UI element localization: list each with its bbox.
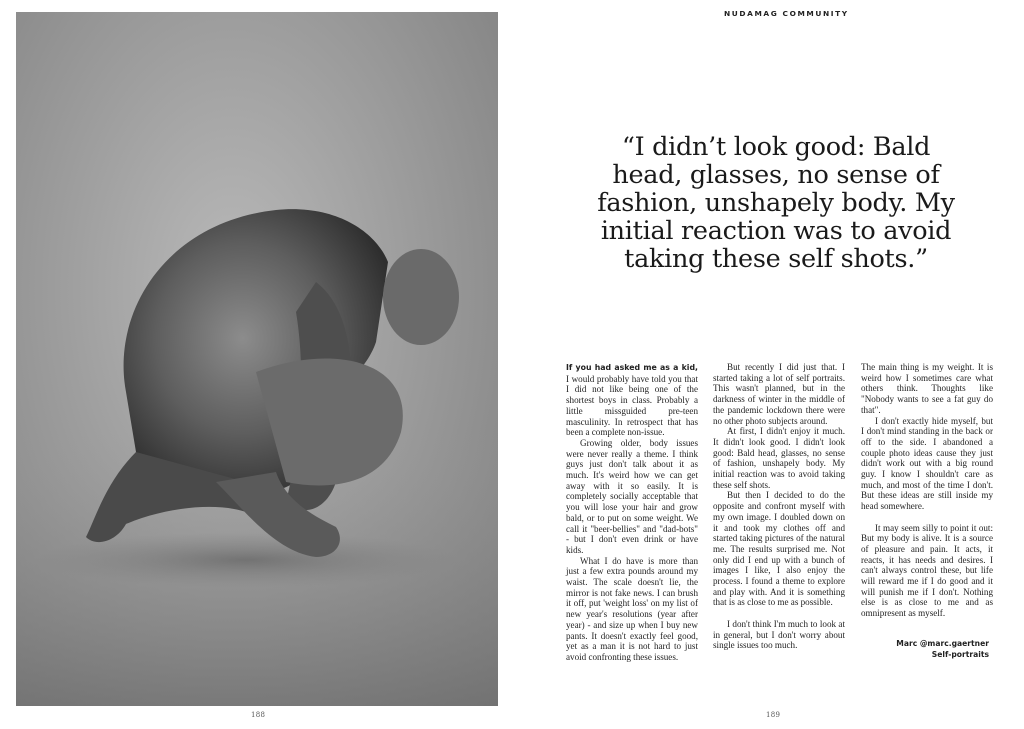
pull-quote: “I didn’t look good: Bald head, glasses, no sense of fashion, unshapely body. My initial reaction was to avoid taking these self shots.”	[597, 132, 955, 274]
article-column-1	[566, 362, 698, 663]
page-number-right: 189	[766, 711, 781, 719]
paragraph: But then I decided to do the opposite and confront myself with my own image. I doubled down on it and took my clothes off and started taking pictures of the natural me. The results surprised me. Not only did I end up with a bunch of images I like, I also enjoy the process. I found a theme to explore and play with. And it is something that is as close to me as possible.	[713, 490, 845, 608]
figure-illustration	[16, 12, 498, 706]
portrait-photo	[16, 12, 498, 706]
credit-series: Self-portraits	[931, 650, 989, 659]
article-column-3	[861, 362, 993, 619]
head-shape	[383, 249, 459, 345]
lead-in: If you had asked me as a kid,	[566, 363, 698, 372]
paragraph	[566, 362, 698, 438]
paragraph: It may seem silly to point it out: But my body is alive. It is a source of pleasure and pain. It acts, it reacts, it has needs and desires. I can't always control these, but life will reward me if I do good and it will punish me if I don't. Nothing else is as close to me and as omnipresent as myself.	[861, 522, 993, 619]
photo-credit	[861, 638, 989, 660]
paragraph: I don't exactly hide myself, but I don't mind standing in the back or off to the side. I abandoned a couple photo ideas cause they just didn't work out with a big round guy. I know I shouldn't care as much, and most of the time I don't. But these ideas are still inside my head somewhere.	[861, 415, 993, 512]
article-column-2	[713, 362, 845, 651]
paragraph: What I do have is more than just a few extra pounds around my waist. The scale doesn't lie, the mirror is not fake news. I can brush it off, put 'weight loss' on my list of new year's resolutions (year after year) - and size up when I buy new pants. It doesn't exactly feel good, yet as a man it is not hard to just avoid confronting these issues.	[566, 555, 698, 662]
page-number-left: 188	[251, 711, 266, 719]
paragraph: I don't think I'm much to look at in general, but I don't worry about single issues too much.	[713, 618, 845, 651]
section-label: NUDAMAG COMMUNITY	[724, 9, 849, 18]
paragraph: At first, I didn't enjoy it much. It didn't look good. I didn't look good: Bald head, glasses, no sense of fashion, unshapely body. My initial reaction was to avoid taking these self shots.	[713, 426, 845, 490]
paragraph-text: I would probably have told you that I did not like being one of the shortest boys in class. Probably a little missguided pre-teen masculinity. In retrospect that has been a complete non-issue.	[566, 373, 698, 438]
credit-author: Marc @marc.gaertner	[896, 639, 989, 648]
paragraph: But recently I did just that. I started taking a lot of self portraits. This wasn't planned, but in the darkness of winter in the middle of the pandemic lockdown there were no other photo subjects around.	[713, 362, 845, 426]
paragraph: The main thing is my weight. It is weird how I sometimes care what others think. Thoughts like "Nobody wants to see a fat guy do that".	[861, 362, 993, 415]
paragraph: Growing older, body issues were never really a theme. I think guys just don't talk about it as much. It's weird how we can get away with it so easily. It is completely socially acceptable that you will lose your hair and grow bald, or to put on some weight. We call it "beer-bellies" and "dad-bots" - but I don't even drink or have kids.	[566, 437, 698, 555]
